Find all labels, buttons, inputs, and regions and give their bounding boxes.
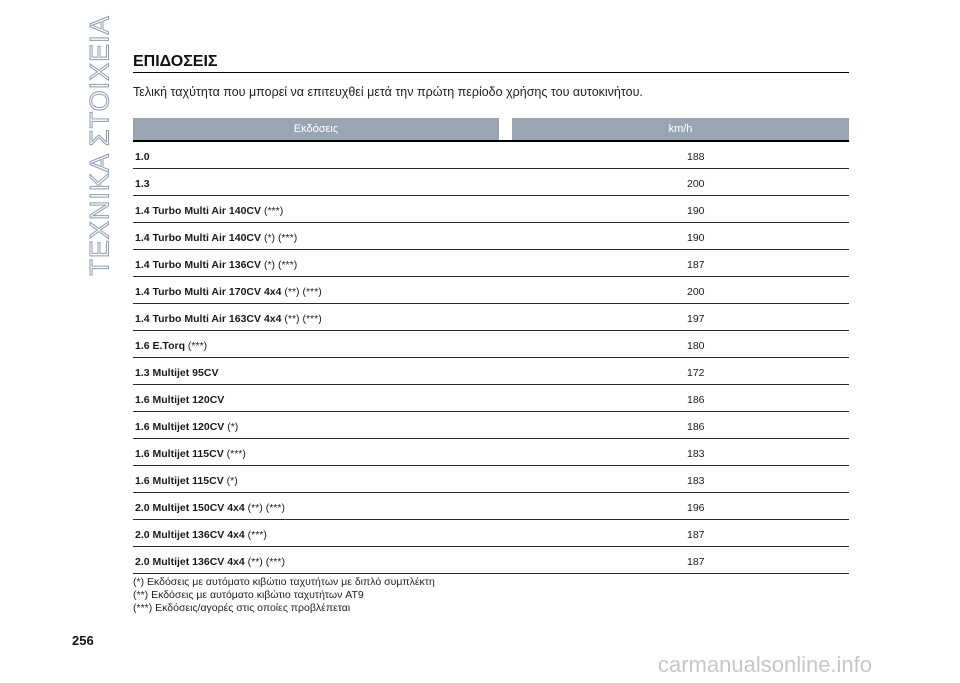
footnote: (*) Εκδόσεις με αυτόματο κιβώτιο ταχυτήτων με διπλό συμπλέκτη <box>133 576 435 588</box>
version-cell <box>135 232 297 244</box>
version-name: 1.4 Turbo Multi Air 136CV <box>135 259 262 271</box>
version-cell <box>135 394 224 406</box>
speed-cell: 183 <box>687 475 705 487</box>
version-note: (**) (***) <box>247 556 285 568</box>
version-name: 1.6 Multijet 115CV <box>135 448 224 460</box>
table-row <box>133 223 849 250</box>
table-row <box>133 277 849 304</box>
version-name: 1.4 Turbo Multi Air 163CV 4x4 <box>135 313 282 325</box>
table-row <box>133 385 849 412</box>
version-note: (**) (***) <box>284 286 322 298</box>
version-note: (**) (***) <box>247 502 285 514</box>
speed-cell: 183 <box>687 448 705 460</box>
version-note: (***) <box>263 205 284 217</box>
speed-cell: 200 <box>687 286 705 298</box>
version-cell <box>135 502 285 514</box>
version-cell <box>135 286 322 298</box>
table-row <box>133 412 849 439</box>
table-header <box>133 118 849 142</box>
version-cell <box>135 178 150 190</box>
version-note: (***) <box>226 448 246 460</box>
version-name: 2.0 Multijet 136CV 4x4 <box>135 556 245 568</box>
chapter-side-title-text: ΤΕΧΝΙΚΑ ΣΤΟΙΧΕΙΑ <box>84 14 115 276</box>
speed-cell: 190 <box>687 232 705 244</box>
footnote: (**) Εκδόσεις με αυτόματο κιβώτιο ταχυτήτων AT9 <box>133 589 364 601</box>
footnote: (***) Εκδόσεις/αγορές στις οποίες προβλέπεται <box>133 602 351 614</box>
speed-cell: 188 <box>687 151 705 163</box>
version-cell <box>135 259 297 271</box>
version-name: 1.6 Multijet 120CV <box>135 394 225 406</box>
intro-text: Τελική ταχύτητα που μπορεί να επιτευχθεί μετά την πρώτη περίοδο χρήσης του αυτοκινήτου. <box>133 85 643 99</box>
version-note: (**) (***) <box>284 313 322 325</box>
version-name: 1.4 Turbo Multi Air 140CV <box>135 232 262 244</box>
version-cell <box>135 421 238 433</box>
section-title: ΕΠΙΔΟΣΕΙΣ <box>133 53 218 70</box>
page-number: 256 <box>72 633 94 648</box>
version-cell <box>135 448 246 460</box>
version-name: 1.6 Multijet 115CV <box>135 475 224 487</box>
speed-cell: 190 <box>687 205 705 217</box>
version-cell <box>135 151 150 163</box>
speed-cell: 180 <box>687 340 705 352</box>
version-note: (*) (***) <box>263 259 298 271</box>
version-name: 1.3 <box>135 178 150 190</box>
table-row <box>133 169 849 196</box>
chapter-side-title <box>80 14 120 276</box>
table-row <box>133 520 849 547</box>
table-row <box>133 304 849 331</box>
version-cell <box>135 367 218 379</box>
speed-cell: 187 <box>687 529 705 541</box>
version-cell <box>135 529 267 541</box>
version-note: (***) <box>247 529 267 541</box>
version-name: 1.4 Turbo Multi Air 170CV 4x4 <box>135 286 282 298</box>
version-name: 1.6 E.Torq <box>135 340 185 352</box>
watermark: carmanualsonline.info <box>658 652 873 677</box>
speed-cell: 186 <box>687 421 705 433</box>
version-name: 1.0 <box>135 151 150 163</box>
table-row <box>133 250 849 277</box>
version-cell <box>135 313 322 325</box>
version-name: 2.0 Multijet 136CV 4x4 <box>135 529 245 541</box>
speed-cell: 197 <box>687 313 705 325</box>
table-row <box>133 493 849 520</box>
speed-cell: 200 <box>687 178 705 190</box>
version-cell <box>135 556 285 568</box>
table-row <box>133 196 849 223</box>
version-cell <box>135 475 238 487</box>
version-name: 2.0 Multijet 150CV 4x4 <box>135 502 245 514</box>
version-note: (*) <box>226 475 238 487</box>
table-row <box>133 466 849 493</box>
performance-table <box>133 142 849 574</box>
version-cell <box>135 205 283 217</box>
header-versions: Εκδόσεις <box>133 118 499 140</box>
table-row <box>133 142 849 169</box>
speed-cell: 186 <box>687 394 705 406</box>
version-note: (*) (***) <box>263 232 298 244</box>
version-name: 1.4 Turbo Multi Air 140CV <box>135 205 262 217</box>
header-speed: km/h <box>512 118 849 140</box>
version-note: (*) <box>227 421 239 433</box>
version-name: 1.6 Multijet 120CV <box>135 421 225 433</box>
table-row <box>133 547 849 574</box>
speed-cell: 172 <box>687 367 705 379</box>
version-note: (***) <box>187 340 208 352</box>
table-row <box>133 439 849 466</box>
version-cell <box>135 340 207 352</box>
speed-cell: 187 <box>687 259 705 271</box>
speed-cell: 187 <box>687 556 705 568</box>
table-row <box>133 331 849 358</box>
footnotes <box>133 576 435 615</box>
table-row <box>133 358 849 385</box>
speed-cell: 196 <box>687 502 705 514</box>
version-name: 1.3 Multijet 95CV <box>135 367 219 379</box>
title-divider <box>133 72 849 73</box>
